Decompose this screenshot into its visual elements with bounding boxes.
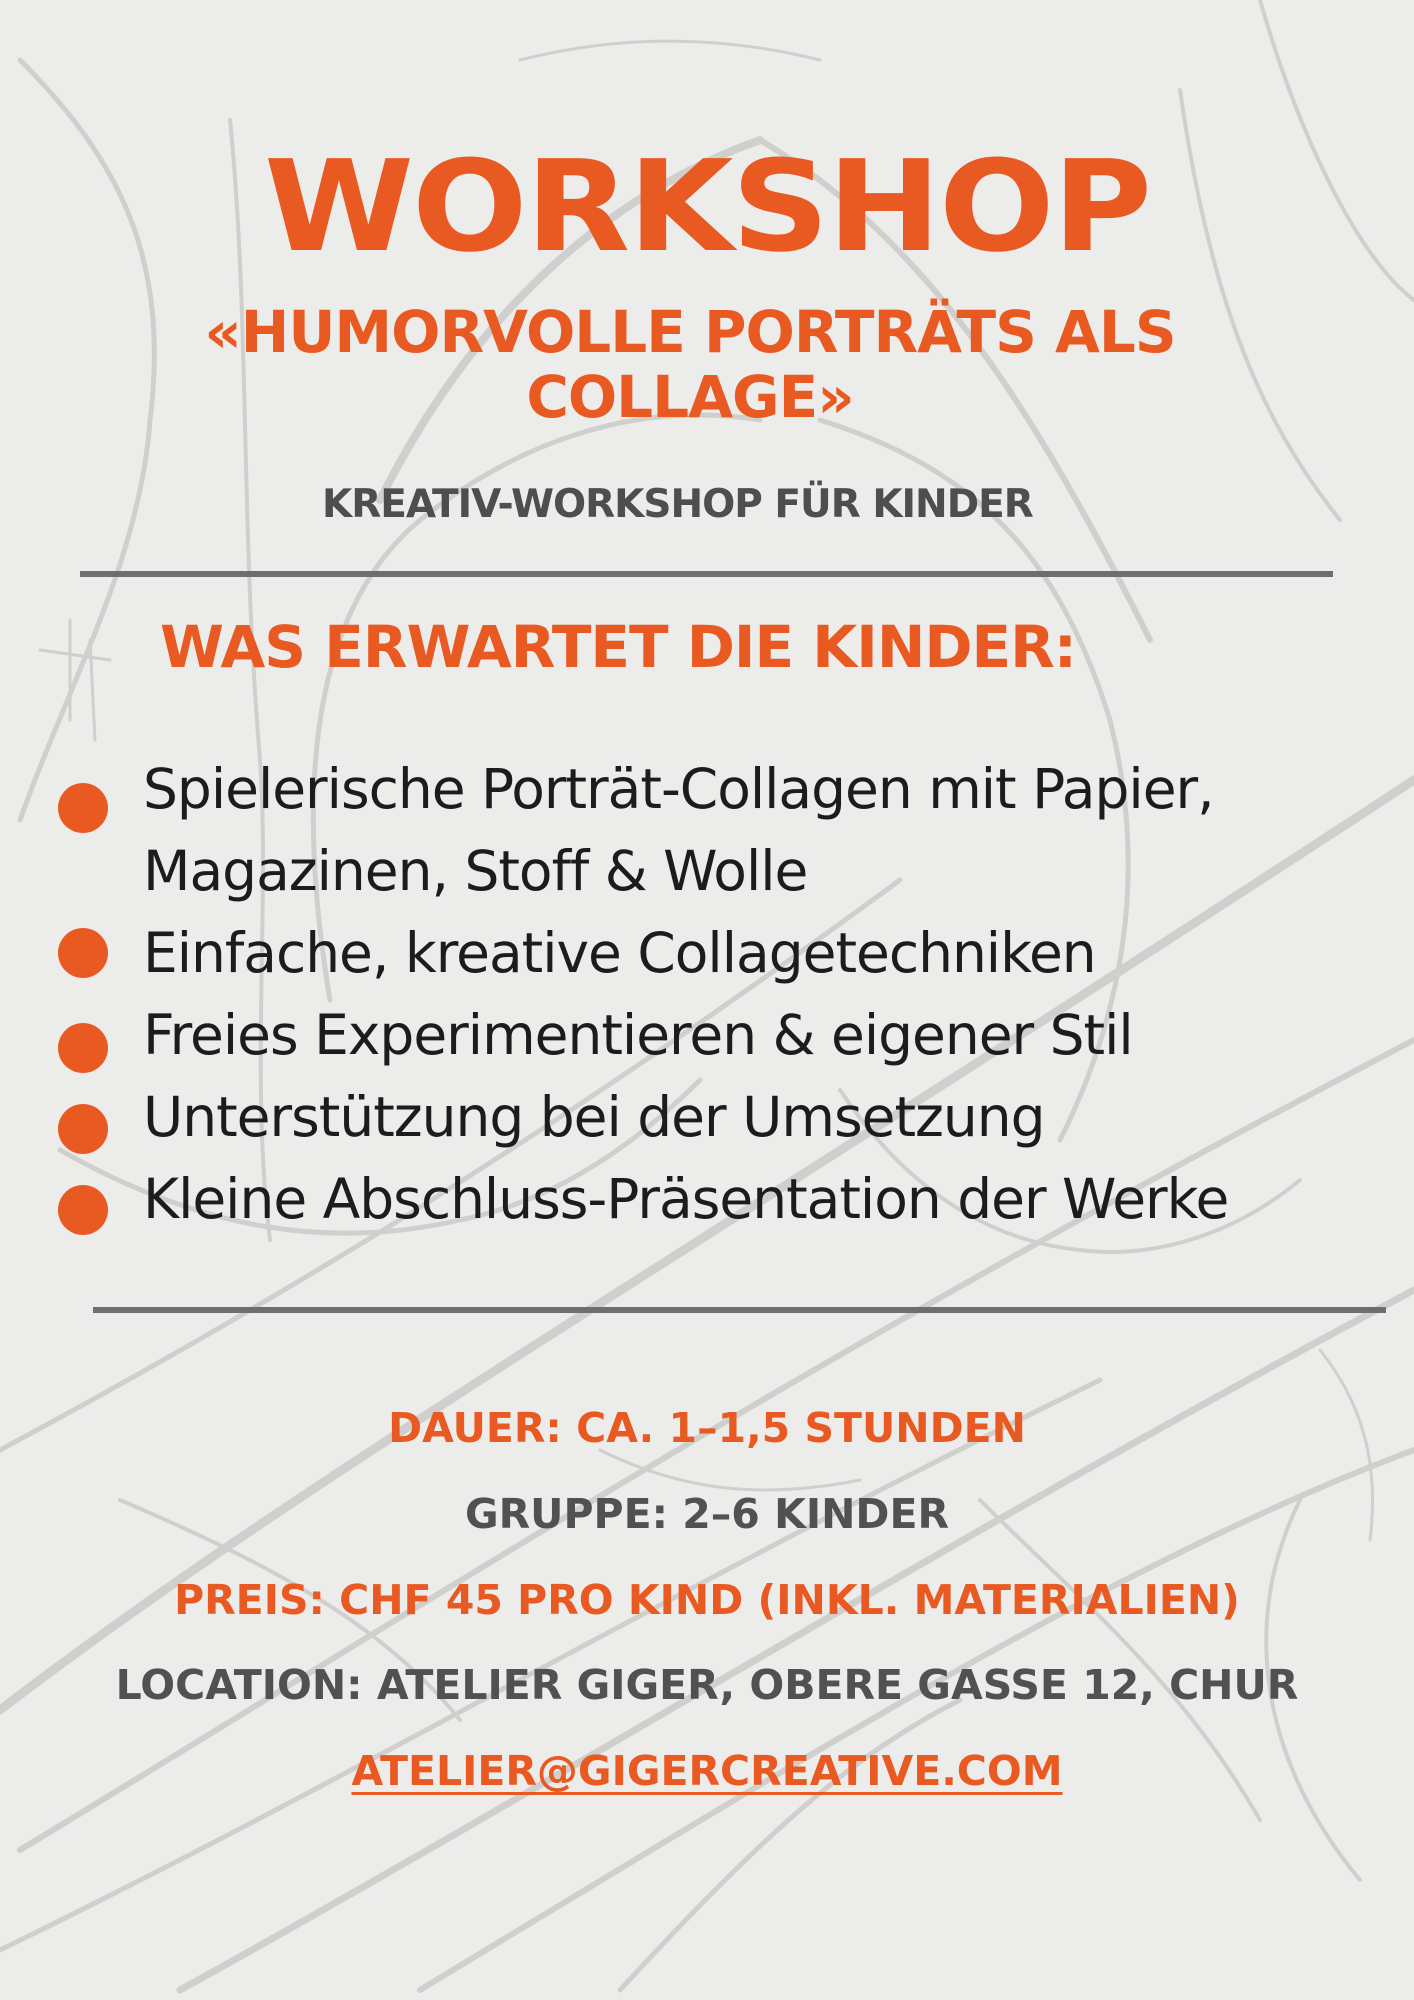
bullet-dot-icon xyxy=(58,1185,108,1235)
list-item-text: Spielerische Porträt-Collagen mit Papier, xyxy=(143,757,1214,821)
list-item-text: Kleine Abschluss-Präsentation der Werke xyxy=(143,1167,1229,1231)
subtitle-line-1: «HUMORVOLLE PORTRÄTS ALS xyxy=(204,298,1176,366)
section-title: WAS ERWARTET DIE KINDER: xyxy=(160,613,1076,681)
list-item-text: Unterstützung bei der Umsetzung xyxy=(143,1085,1045,1149)
divider-bottom xyxy=(93,1307,1386,1313)
workshop-kicker: KREATIV-WORKSHOP FÜR KINDER xyxy=(322,482,1033,527)
subtitle-line-2: COLLAGE» xyxy=(526,363,854,431)
bullet-dot-icon xyxy=(58,783,108,833)
bullet-dot-icon xyxy=(58,928,108,978)
group-info: GRUPPE: 2–6 KINDER xyxy=(464,1490,950,1538)
bullet-dot-icon xyxy=(58,1023,108,1073)
duration-info: DAUER: CA. 1–1,5 STUNDEN xyxy=(388,1404,1026,1452)
list-item-text: Einfache, kreative Collagetechniken xyxy=(143,921,1096,985)
list-item-text: Magazinen, Stoff & Wolle xyxy=(143,839,808,903)
location-info: LOCATION: ATELIER GIGER, OBERE GASSE 12, CHUR xyxy=(115,1661,1299,1709)
email-link[interactable]: ATELIER@GIGERCREATIVE.COM xyxy=(351,1747,1063,1795)
list-item-text: Freies Experimentieren & eigener Stil xyxy=(143,1003,1133,1067)
price-info: PREIS: CHF 45 PRO KIND (INKL. MATERIALIEN) xyxy=(174,1576,1240,1624)
workshop-headline: WORKSHOP xyxy=(263,133,1151,280)
email-row xyxy=(0,1746,1414,1796)
bullet-dot-icon xyxy=(58,1104,108,1154)
